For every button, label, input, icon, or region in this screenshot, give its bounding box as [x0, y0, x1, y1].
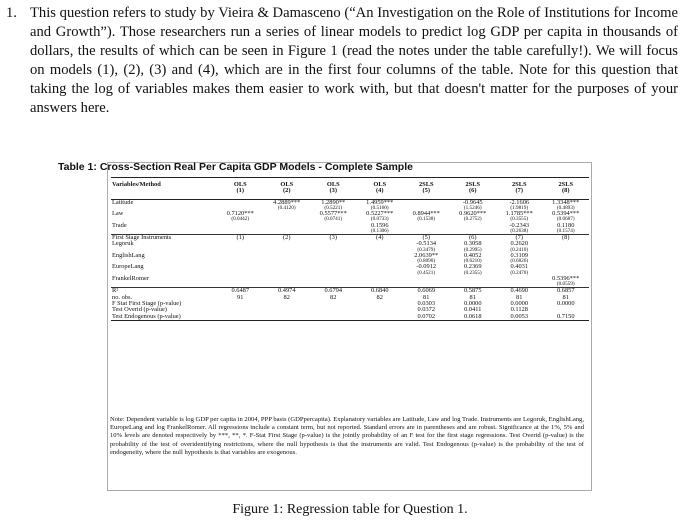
table-cell: (2) [264, 235, 311, 242]
table-cell: (6) [450, 235, 497, 242]
table-cell [264, 223, 311, 235]
stats-cell: 82 [283, 293, 290, 301]
stats-label: F Stat First Stage (p-value) [112, 299, 182, 307]
stats-label: Test Endogenous (p-value) [111, 314, 217, 321]
table-cell: 0.3058 (0.2995) [463, 240, 482, 253]
stats-cell: 0.0702 [403, 314, 450, 321]
stats-cell: 81 [423, 293, 430, 301]
stats-cell: 0.5875 [450, 288, 497, 295]
table-cell [310, 241, 357, 253]
stats-cell [310, 314, 357, 321]
table-cell: 0.5577*** (0.0741) [319, 210, 347, 223]
row-label: EuropeLang [112, 263, 144, 271]
stats-cell: 0.0372 [417, 306, 436, 314]
table-cell: 2.0639** (0.8090) [414, 251, 439, 265]
table-cell [403, 276, 450, 288]
figure-caption: Figure 1: Regression table for Question 1. [232, 502, 468, 517]
table-cell: 0.5227*** (0.0733) [366, 210, 394, 223]
table-cell [264, 276, 311, 288]
stats-cell: 0.0303 [417, 299, 436, 307]
table-cell [310, 223, 357, 235]
table-cell: 4.2889*** (0.4120) [273, 198, 301, 211]
table-cell [450, 223, 497, 235]
table-cell: 0.2369 (0.2355) [463, 263, 482, 276]
table-cell: (4) [357, 235, 404, 242]
stats-cell: 0.6857 [543, 288, 590, 295]
table-cell [217, 276, 264, 288]
stats-cell [264, 314, 311, 321]
row-label: FrankelRomer [112, 274, 149, 282]
header-col: 2SLS (7) [496, 178, 543, 200]
stats-cell: 81 [516, 293, 523, 301]
table-cell: (8) [543, 235, 590, 242]
stats-cell: 0.1128 [510, 306, 528, 314]
stats-cell: 0.6794 [310, 288, 357, 295]
row-label: Legoruk [112, 240, 134, 248]
table-cell: 0.4052 (0.6210) [463, 251, 482, 265]
stats-cell: 0.4690 [496, 288, 543, 295]
table-cell: (7) [496, 235, 543, 242]
table-cell [217, 241, 264, 253]
row-label: EnglishLang [112, 251, 145, 259]
row-label: First Stage Instruments [111, 235, 217, 242]
table-cell [357, 276, 404, 288]
stats-cell: 82 [376, 293, 383, 301]
table-cell: 1.4959*** (0.5160) [366, 198, 394, 211]
table-cell [357, 253, 404, 265]
question-number: 1. [6, 5, 17, 21]
table-note: Note: Dependent variable is log GDP per capita in 2004, PPP basis (GDPpercapita). Explanatory variables are Latitude, Law and log Trade. Instruments are Legoruk, EnglishLang, EuropeLang and log FrankelRomer. All regressions include a constant term, but not reported. Standard errors are in parentheses and are robust. Significance at the 1%, 5% and 10% levels are denoted respectively by ***, **, *. F-Stat First Stage (p-value) is the jointly probability of an F test for the first stage regressions. Test Overid (p-value) is the probability of the test of overidentifying restrictions, where the null hypothesis is that the instruments are valid. Test Endogenous (p-value) is the probability of the test of endogeneity, where the null hypothesis is that variables are exogenous. [110, 416, 584, 456]
table-cell [217, 264, 264, 276]
table-header-row [111, 178, 589, 200]
stats-cell: 0.7150 [543, 314, 590, 321]
table-cell: 0.5396*** (0.0559) [552, 274, 580, 288]
table-cell: 0.8944*** (0.1538) [412, 210, 440, 223]
table-cell: 0.1596 (0.1306) [370, 221, 389, 234]
header-col: OLS (2) [264, 178, 311, 200]
table-cell: 0.1180 (0.1574) [556, 221, 575, 234]
table-cell: -0.9645 (1.5246) [462, 198, 483, 211]
table-cell: 0.7120*** (0.0442) [226, 210, 254, 223]
stats-cell: 0.0000 [463, 299, 482, 307]
table-cell: 0.2620 (0.2410) [510, 240, 529, 253]
stats-cell: 91 [237, 293, 244, 301]
stats-cell: 0.6840 [357, 288, 404, 295]
table-cell: -0.2343 (0.2638) [509, 221, 530, 234]
stats-cell [357, 314, 404, 321]
table-cell [357, 241, 404, 253]
table-cell: 1.3348*** (0.4893) [552, 198, 580, 211]
table-row [111, 264, 589, 276]
regression-table [111, 177, 589, 321]
table-cell [357, 264, 404, 276]
table-cell: 0.3109 (0.6826) [510, 251, 529, 265]
table-row [111, 223, 589, 235]
table-cell [543, 241, 590, 253]
row-label: Law [112, 210, 124, 218]
header-col: OLS (4) [357, 178, 404, 200]
table-cell: 0.4031 (0.2470) [510, 263, 529, 276]
table-cell [264, 264, 311, 276]
stats-cell [217, 314, 264, 321]
stats-cell: 82 [330, 293, 337, 301]
stats-cell: 0.0618 [450, 314, 497, 321]
stats-label: no. obs. [112, 293, 133, 301]
table-cell: (1) [217, 235, 264, 242]
header-col: 2SLS (5) [403, 178, 450, 200]
question-text-block [6, 4, 678, 118]
header-col: 2SLS (6) [450, 178, 497, 200]
row-label: Trade [112, 221, 127, 229]
table-cell [310, 264, 357, 276]
table-title: Table 1: Cross-Section Real Per Capita GDP Models - Complete Sample [58, 161, 413, 173]
question-body: This question refers to study by Vieira & Damasceno (“An Investigation on the Role of Institutions for Income and Growth”). Those researchers run a series of linear models to predict log GDP per capita in thousands of dollars, the results of which can be seen in Figure 1 (read the notes under the table carefully!). We will focus on models (1), (2), (3) and (4), which are in the first four columns of the table. Note for this question that taking the log of variables makes them easier to work with, but that doesn't matter for the purposes of your answers here. [30, 5, 678, 116]
table-row [111, 276, 589, 288]
table-cell [450, 276, 497, 288]
stats-cell: 0.6487 [217, 288, 264, 295]
table-cell [264, 241, 311, 253]
table-cell [403, 223, 450, 235]
table-cell [310, 253, 357, 265]
header-label: Variables/Method [111, 178, 217, 200]
table-cell: -0.5134 (0.3479) [416, 240, 437, 253]
header-col: OLS (1) [217, 178, 264, 200]
table-cell [310, 276, 357, 288]
stats-cell: 0.0000 [556, 299, 575, 307]
stats-cell: 81 [469, 293, 476, 301]
stats-cell: 0.0053 [496, 314, 543, 321]
table-cell: 1.2890** (0.5221) [321, 198, 346, 211]
stats-cell: 0.0000 [510, 299, 529, 307]
table-cell: 0.9620*** (0.2752) [459, 210, 487, 223]
table-cell: -0.0912 (0.4521) [416, 263, 437, 276]
table-cell [543, 253, 590, 265]
table-cell [264, 253, 311, 265]
stats-cell: 81 [562, 293, 569, 301]
stats-label: R² [111, 288, 217, 295]
stats-cell: 0.6069 [403, 288, 450, 295]
table-cell: 1.1785*** (0.3555) [505, 210, 533, 223]
table-cell [217, 253, 264, 265]
table-cell [217, 223, 264, 235]
stats-cell: 0.4974 [264, 288, 311, 295]
stats-row [111, 314, 589, 321]
table-cell: (5) [403, 235, 450, 242]
table-cell [264, 211, 311, 223]
table-cell [496, 276, 543, 288]
table-cell: -2.1606 (1.9819) [509, 198, 530, 211]
header-col: 2SLS (8) [543, 178, 590, 200]
stats-label: Test Overid (p-value) [112, 306, 167, 314]
stats-cell: 0.0411 [464, 306, 482, 314]
row-label: Latitude [112, 198, 134, 206]
header-col: OLS (3) [310, 178, 357, 200]
table-cell: (3) [310, 235, 357, 242]
table-cell: 0.5394*** (0.0687) [552, 210, 580, 223]
